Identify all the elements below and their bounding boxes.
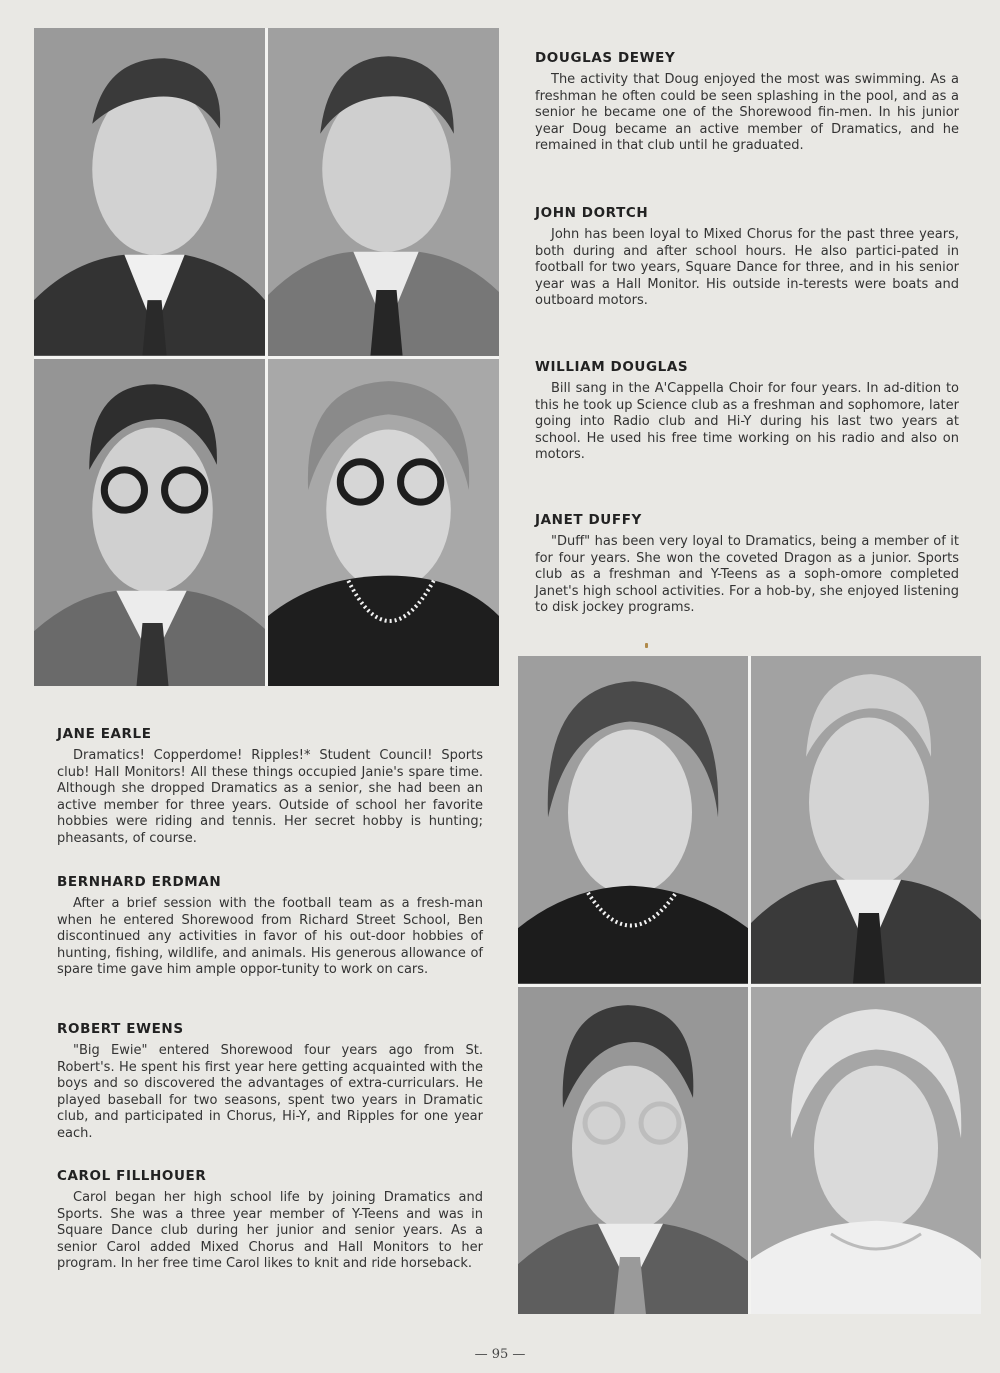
- student-name: CAROL FILLHOUER: [57, 1168, 207, 1184]
- portrait-jane-earle: [518, 656, 748, 984]
- bio-carol-fillhouer: [57, 1168, 483, 1273]
- portrait-william-douglas: [34, 359, 265, 687]
- portrait-grid-top: [34, 28, 499, 686]
- student-name: BERNHARD ERDMAN: [57, 874, 222, 890]
- portrait-douglas-dewey: [34, 28, 265, 356]
- student-name: WILLIAM DOUGLAS: [535, 359, 689, 375]
- student-name: ROBERT EWENS: [57, 1021, 184, 1037]
- portrait-bernhard-erdman: [751, 656, 981, 984]
- bio-robert-ewens: [57, 1021, 483, 1142]
- student-name: JANE EARLE: [57, 726, 152, 742]
- bio-janet-duffy: [535, 512, 959, 617]
- portrait-janet-duffy: [268, 359, 499, 687]
- portrait-john-dortch: [268, 28, 499, 356]
- student-bio: "Big Ewie" entered Shorewood four years ago from St. Robert's. He spent his first year here getting acquainted with the boys and so discovered the advantages of extra-curriculars. He played baseball for two seasons, spent two years in Dramatic club, and participated in Chorus, Hi-Y, and Ripples for one year each.: [57, 1043, 483, 1141]
- student-name: JOHN DORTCH: [535, 205, 649, 221]
- page-number: — 95 —: [474, 1347, 526, 1362]
- student-name: DOUGLAS DEWEY: [535, 50, 676, 66]
- bio-douglas-dewey: [535, 50, 959, 155]
- bio-bernhard-erdman: [57, 874, 483, 979]
- bio-william-douglas: [535, 359, 959, 464]
- student-bio: Bill sang in the A'Cappella Choir for four years. In ad-dition to this he took up Science club as a freshman and sophomore, later going into Radio club and Hi-Y during his last two years at school. He used his free time working on his radio and also on motors.: [535, 381, 959, 462]
- student-bio: The activity that Doug enjoyed the most was swimming. As a freshman he often could be seen splashing in the pool, and as a senior he became one of the Shorewood fin-men. In his junior year Doug became an active member of Dramatics, and he remained in that club until he graduated.: [535, 72, 959, 153]
- student-bio: "Duff" has been very loyal to Dramatics, being a member of it for four years. She won the coveted Dragon as a junior. Sports club as a freshman and Y-Teens as a soph-omore completed Janet's high school activities. For a hob-by, she enjoyed listening to disk jockey programs.: [535, 534, 959, 615]
- student-bio: Dramatics! Copperdome! Ripples!* Student Council! Sports club! Hall Monitors! All these things occupied Janie's spare time. Although she dropped Dramatics as a senior, she had been an active member for three years. Outside of school her favorite hobbies were riding and tennis. Her secret hobby is hunting; pheasants, of course.: [57, 748, 483, 846]
- portrait-robert-ewens: [518, 987, 748, 1315]
- student-name: JANET DUFFY: [535, 512, 642, 528]
- student-bio: Carol began her high school life by joining Dramatics and Sports. She was a three year member of Y-Teens and was in Square Dance club during her junior and senior years. As a senior Carol added Mixed Chorus and Hall Monitors to her program. In her free time Carol likes to knit and ride horseback.: [57, 1190, 483, 1271]
- bio-john-dortch: [535, 205, 959, 310]
- student-bio: After a brief session with the football team as a fresh-man when he entered Shorewood from Richard Street School, Ben discontinued any activities in favor of his out-door hobbies of hunting, fishing, wildlife, and animals. His generous allowance of spare time gave him ample oppor-tunity to work on cars.: [57, 896, 483, 977]
- portrait-carol-fillhouer: [751, 987, 981, 1315]
- ink-speck: [645, 643, 648, 648]
- portrait-grid-bottom: [518, 656, 981, 1314]
- student-bio: John has been loyal to Mixed Chorus for the past three years, both during and after school hours. He also partici-pated in football for two years, Square Dance for three, and in his senior year was a Hall Monitor. His outside in-terests were boats and outboard motors.: [535, 227, 959, 308]
- bio-jane-earle: [57, 726, 483, 847]
